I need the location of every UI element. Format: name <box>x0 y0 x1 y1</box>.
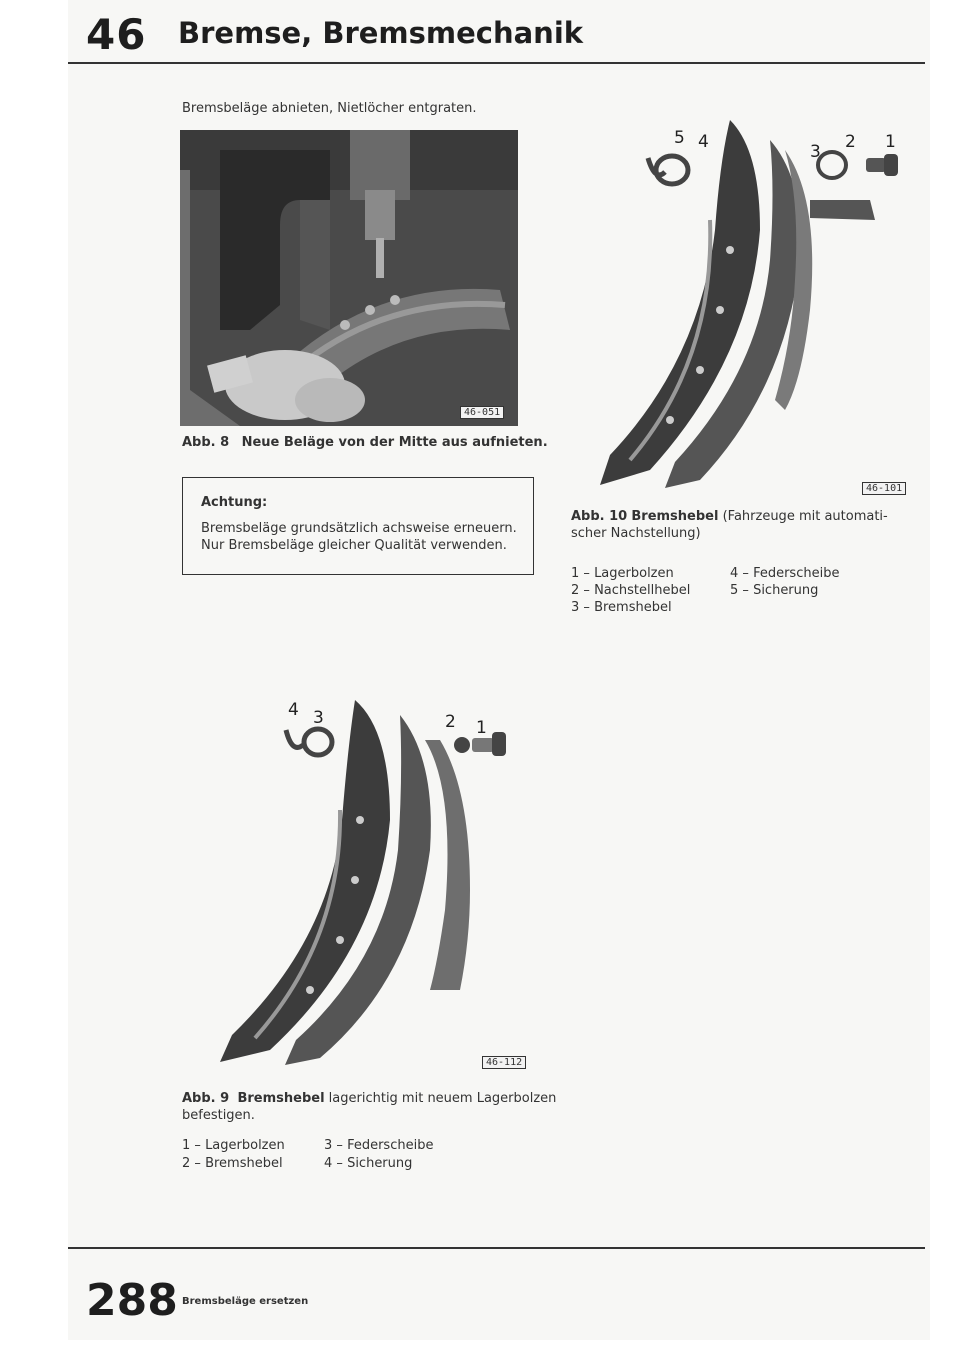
legend-item: 3 – Federscheibe <box>324 1138 434 1153</box>
footer-rule <box>68 1247 925 1249</box>
callout-1: 1 <box>885 132 896 152</box>
header-rule <box>68 62 925 64</box>
warning-line-2: Nur Bremsbeläge gleicher Qualität verwenden. <box>201 538 507 553</box>
legend-item: 1 – Lagerbolzen <box>182 1138 285 1153</box>
caption-bold: Bremshebel <box>237 1091 325 1106</box>
figure-10-caption-line-1 <box>571 508 888 525</box>
legend-item: 2 – Bremshebel <box>182 1156 283 1171</box>
callout-5: 5 <box>674 128 685 148</box>
brake-shoe-illustration <box>570 110 915 500</box>
callout-3: 3 <box>313 708 324 728</box>
caption-label: Abb. 10 <box>571 509 628 524</box>
caption-bold: Bremshebel <box>631 509 719 524</box>
legend-item: 2 – Nachstellhebel <box>571 583 691 598</box>
caption-text: (Fahrzeuge mit automati- <box>722 509 888 524</box>
legend-item: 4 – Sicherung <box>324 1156 413 1171</box>
warning-line-1: Bremsbeläge grundsätzlich achsweise erneuern. <box>201 521 517 536</box>
legend-item: 3 – Bremshebel <box>571 600 672 615</box>
legend-item: 4 – Federscheibe <box>730 566 840 581</box>
callout-4: 4 <box>698 132 709 152</box>
legend-item: 1 – Lagerbolzen <box>571 566 674 581</box>
callout-4: 4 <box>288 700 299 720</box>
caption-text: lagerichtig mit neuem Lagerbolzen <box>328 1091 557 1106</box>
figure-code: 46-101 <box>862 482 906 495</box>
callout-2: 2 <box>845 132 856 152</box>
brake-shoe-auto-figure <box>570 110 915 500</box>
brake-shoe-illustration <box>200 690 530 1075</box>
callout-3: 3 <box>810 142 821 162</box>
intro-text: Bremsbeläge abnieten, Nietlöcher entgraten. <box>182 101 477 116</box>
footer-section-title: Bremsbeläge ersetzen <box>182 1296 309 1307</box>
caption-label: Abb. 8 <box>182 435 230 450</box>
chapter-title: Bremse, Bremsmechanik <box>178 16 584 50</box>
caption-label: Abb. 9 <box>182 1091 230 1106</box>
figure-9-caption-line-1 <box>182 1090 556 1107</box>
chapter-number: 46 <box>86 10 147 59</box>
figure-9-caption-line-2: befestigen. <box>182 1108 255 1123</box>
callout-2: 2 <box>445 712 456 732</box>
brake-shoe-figure <box>200 690 530 1075</box>
figure-code: 46-051 <box>460 406 504 419</box>
legend-item: 5 – Sicherung <box>730 583 819 598</box>
riveting-press-illustration <box>180 130 518 426</box>
figure-10-caption-line-2: scher Nachstellung) <box>571 526 701 541</box>
warning-heading: Achtung: <box>201 495 268 510</box>
riveting-photo <box>180 130 518 426</box>
page-number: 288 <box>86 1275 178 1326</box>
figure-8-caption <box>182 434 548 451</box>
figure-code: 46-112 <box>482 1056 526 1069</box>
callout-1: 1 <box>476 718 487 738</box>
warning-box <box>182 477 534 575</box>
caption-text: Neue Beläge von der Mitte aus aufnieten. <box>241 435 548 450</box>
